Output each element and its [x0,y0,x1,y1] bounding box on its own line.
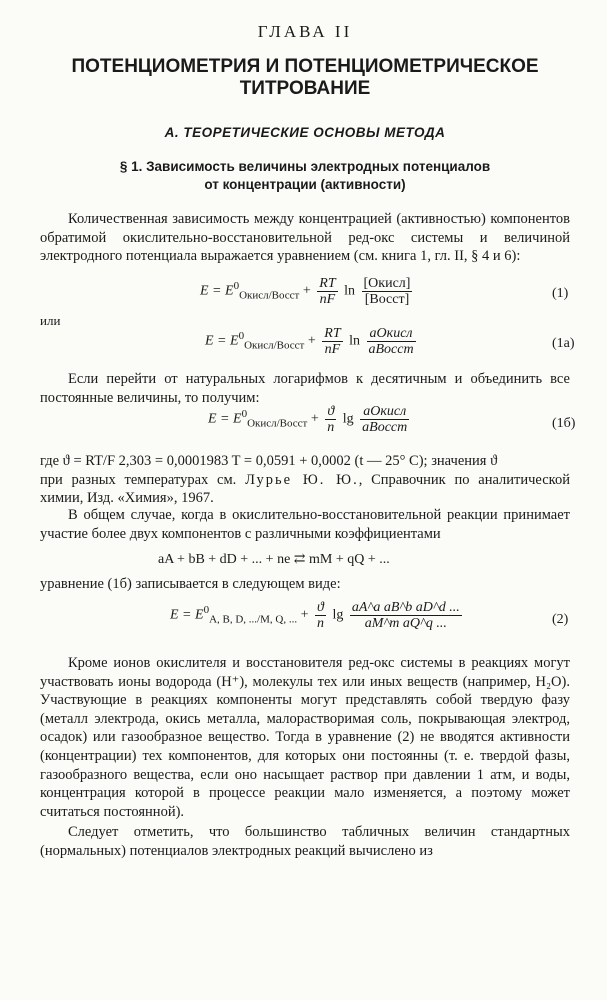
word-or: или [40,313,61,328]
paragraph-5-text: Кроме ионов окислителя и восстановителя ред-окс системы в реакциях могут участвовать ионы водорода (H⁺), молекулы тех или иных веществ (например, H₂O). Участвующие в реакциях компоненты могут представлять собой твердую фазу (металл электрода, окись металла, малорастворимая соль, покрывающая электрод, осадок) или газообразное вещество. Тогда в уравнение (2) не вводятся активности (концентрации) тех компонентов, для которых они постоянны (т. е. твердой фазы, газообразного вещества, если оно насыщает раствор при давлении 1 атм, и воды, концентрация которой в процессе реакции мало изменяется, а поэтому может считаться постоянной). [40,655,570,820]
section-heading: А. ТЕОРЕТИЧЕСКИЕ ОСНОВЫ МЕТОДА [164,125,446,140]
paragraph-2-text: Если перейти от натуральных логарифмов к десятичным и объединить все постоянные величины, то получим: [40,371,570,406]
equation-1b-number: (1б) [552,416,576,431]
paragraph-4 [40,575,570,594]
equation-1a-number: (1а) [552,336,575,351]
equation-1-fraction: $\frac{RT}{nF}$ [319,276,336,307]
chapter-title-line-1: ПОТЕНЦИОМЕТРИЯ И ПОТЕНЦИОМЕТРИЧЕСКОЕ [71,56,539,77]
chapter-title-line-2: ТИТРОВАНИЕ [239,78,371,99]
paragraph-5 [40,654,570,821]
paragraph-title [40,158,570,194]
equation-1b: $E = E^0_{Окисл/Восст}$ + $\frac{ϑ}{n}$ lg $\frac{\text{aОкисл}}{\text{aВосст}}$ [208,404,408,435]
paragraph-6-text: Следует отметить, что большинство табличных величин стандартных (нормальных) потенциалов электродных реакций вычислено из [40,824,570,859]
paragraph-4-text: уравнение (1б) записывается в следующем виде: [40,576,341,592]
equation-2-ratio: $\frac{\text{aA\textasciicircum{}a aB\textasciicircum{}b aD\textasciicircum{}d ...}}{\text{aM\textasciicircum{}m aQ\textasciicircum{}q ...}}$ [351,600,460,631]
equation-1a-fraction: $\frac{RT}{nF}$ [324,326,341,357]
paragraph-3-text: В общем случае, когда в окислительно-восстановительной реакции принимает участие более двух компонентов с различными коэффициентами [40,507,570,542]
equation-1b-fraction: $\frac{ϑ}{n}$ [327,404,335,435]
paragraph-1-text: Количественная зависимость между концентрацией (активностью) компонентов обратимой окислительно-восстановительной ред-окс системы и величиной электродного потенциала выражается уравнением (см. книга 1, гл. II, § 4 и 6): [40,211,570,265]
equation-1a: $E = E^0_{Окисл/Восст}$ + $\frac{RT}{nF}$ ln $\frac{\text{aОкисл}}{\text{aВосст}}$ [205,326,414,357]
equation-1-number: (1) [552,286,569,301]
paragraph-title-line-2: от концентрации (активности) [204,177,406,192]
equation-1-ratio: $\frac{\text{[Окисл]}}{\text{[Восст]}}$ [363,276,411,307]
where-reference: при разных температурах см. Лурье Ю. Ю., Справочник по аналитической химии, Изд. «Химия», 1967. [40,471,570,507]
paragraph-where [40,452,570,508]
chapter-heading: ГЛАВА II [257,22,353,41]
equation-2-number: (2) [552,612,569,627]
paragraph-1 [40,210,570,266]
equation-2-fraction: $\frac{ϑ}{n}$ [316,600,324,631]
equation-1a-ratio: $\frac{\text{aОкисл}}{\text{aВосст}}$ [368,326,414,357]
paragraph-3 [40,506,570,543]
reaction-equation: aA + bB + dD + ... + ne ⇄ mM + qQ + ... [158,552,390,567]
paragraph-2 [40,370,570,407]
equation-2: $E = E^0_{A, B, D, .../M, Q, ...}$ + $\frac{ϑ}{n}$ lg $\frac{\text{aA\textasciicircum{}a aB\textasciicircum{}b aD\textasciicircum{}d ...}}{\text{aM\textasciicircum{}m aQ\textasciicircum{}q ...}}$ [170,600,460,631]
reference-author: Лурье Ю. Ю. [245,471,359,488]
where-formula-line: где ϑ = RT/F 2,303 = 0,0001983 T = 0,0591 + 0,0002 (t — 25° C); значения ϑ [40,453,498,469]
paragraph-title-line-1: § 1. Зависимость величины электродных потенциалов [119,159,491,174]
equation-1b-ratio: $\frac{\text{aОкисл}}{\text{aВосст}}$ [362,404,408,435]
paragraph-6 [40,823,570,860]
chapter-title [40,56,570,100]
equation-1: $E = E^0_{Окисл/Восст}$ + $\frac{RT}{nF}$ ln $\frac{\text{[Окисл]}}{\text{[Восст]}}$ [200,276,411,307]
